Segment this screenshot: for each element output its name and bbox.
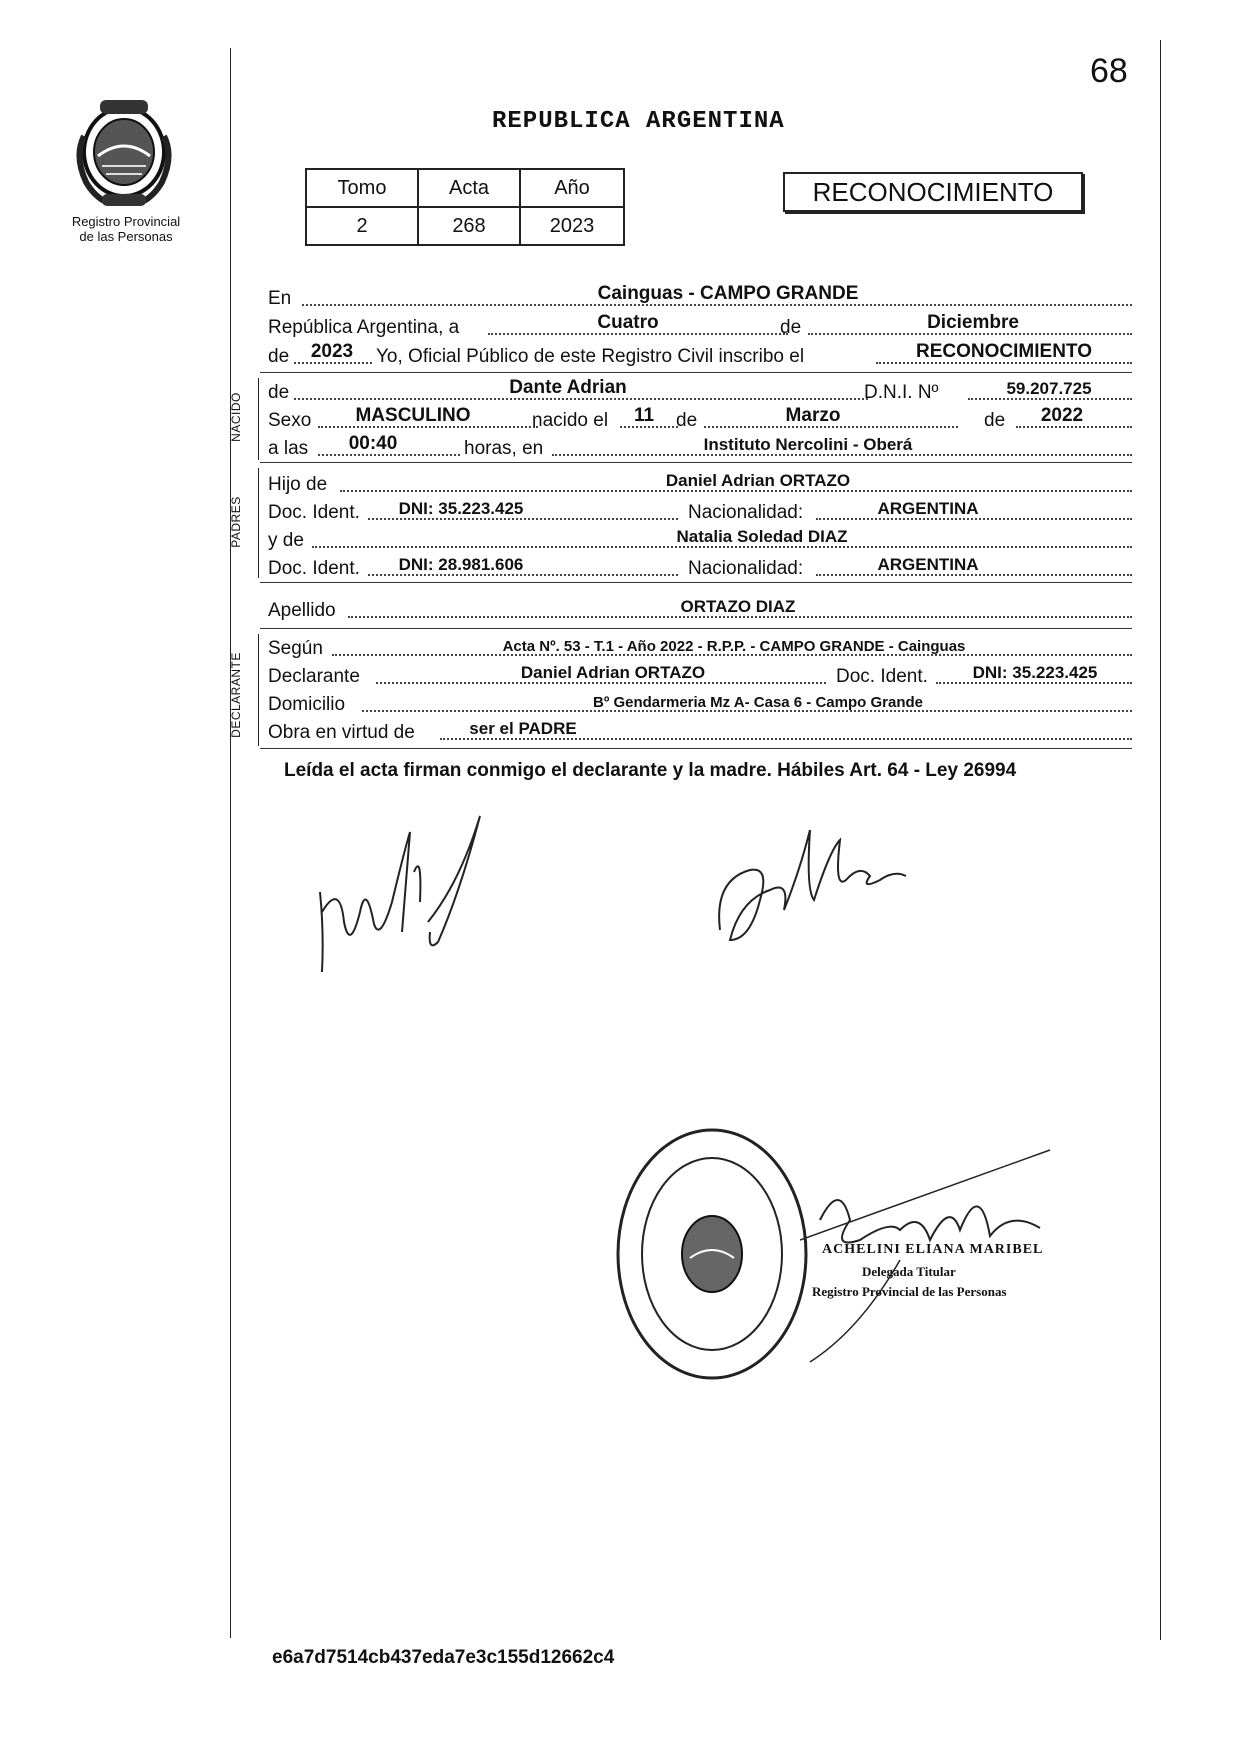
row-obra: [268, 718, 1132, 746]
label-republica: República Argentina, a: [268, 317, 460, 338]
label-segun: Según: [268, 638, 323, 659]
value-nac-mes: Marzo: [785, 405, 841, 426]
value-sexo: MASCULINO: [355, 405, 471, 426]
value-anio: 2023: [310, 341, 354, 362]
section-bracket: [258, 468, 259, 578]
label-obra: Obra en virtud de: [268, 722, 415, 743]
closing-statement: Leída el acta firman conmigo el declarante y la madre. Hábiles Art. 64 - Ley 26994: [284, 760, 1017, 781]
value-nac-dia: 11: [633, 405, 655, 426]
side-label-padres: PADRES: [229, 496, 243, 548]
row-padre-doc: [268, 498, 1132, 526]
official-org: Registro Provincial de las Personas: [812, 1284, 1007, 1299]
row-madre: [268, 526, 1132, 554]
row-apellido: [268, 596, 1132, 624]
label-a-las: a las: [268, 438, 309, 459]
label-nacido-el: nacido el: [532, 410, 609, 431]
row-hora: [268, 434, 1132, 462]
value-dni: 59.207.725: [1006, 379, 1092, 398]
label-hijo-de: Hijo de: [268, 474, 328, 495]
label-doc-ident: Doc. Ident.: [268, 502, 360, 523]
row-sexo: [268, 406, 1132, 434]
label-de: de: [268, 346, 290, 367]
value-padre: Daniel Adrian ORTAZO: [665, 471, 851, 490]
value-padre-doc: DNI: 35.223.425: [398, 499, 524, 518]
label-doc-ident: Doc. Ident.: [836, 666, 928, 687]
country-title: REPUBLICA ARGENTINA: [492, 108, 785, 135]
declarant-signature: [310, 812, 490, 982]
label-nacionalidad: Nacionalidad:: [688, 558, 804, 579]
row-madre-doc: [268, 554, 1132, 582]
value-nac-anio: 2022: [1040, 405, 1084, 426]
reference-table: [305, 168, 625, 246]
label-en: En: [268, 288, 292, 309]
label-sexo: Sexo: [268, 410, 312, 431]
official-name: ACHELINI ELIANA MARIBEL: [822, 1242, 1044, 1257]
section-rule: [260, 582, 1132, 583]
side-label-declarante: DECLARANTE: [229, 652, 243, 738]
official-role: Delegada Titular: [862, 1264, 956, 1279]
value-domicilio: Bº Gendarmeria Mz A- Casa 6 - Campo Grande: [592, 694, 923, 711]
value-declarante: Daniel Adrian ORTAZO: [520, 663, 706, 682]
ref-value-anio: 2023: [520, 207, 624, 245]
row-lugar: [268, 284, 1132, 312]
mother-signature: [710, 820, 910, 950]
section-rule: [260, 372, 1132, 373]
row-nombre: [268, 378, 1132, 406]
row-fecha: [268, 313, 1132, 341]
label-apellido: Apellido: [268, 600, 336, 621]
value-apellido: ORTAZO DIAZ: [680, 597, 796, 616]
label-nacionalidad: Nacionalidad:: [688, 502, 804, 523]
left-margin-line: [230, 48, 231, 1638]
section-bracket: [258, 378, 259, 460]
row-inscripcion: [268, 342, 1132, 370]
ref-value-acta: 268: [418, 207, 520, 245]
section-rule: [260, 628, 1132, 629]
value-dia: Cuatro: [597, 312, 659, 333]
value-madre-doc: DNI: 28.981.606: [398, 555, 524, 574]
label-domicilio: Domicilio: [268, 694, 346, 715]
row-domicilio: [268, 690, 1132, 718]
section-rule: [260, 748, 1132, 749]
value-tipo: RECONOCIMIENTO: [916, 341, 1092, 362]
value-padre-nac: ARGENTINA: [877, 499, 979, 518]
value-nombre: Dante Adrian: [509, 377, 627, 398]
value-madre: Natalia Soledad DIAZ: [676, 527, 848, 546]
label-doc-ident: Doc. Ident.: [268, 558, 360, 579]
logo-caption: Registro Provincial de las Personas: [71, 214, 181, 244]
label-horas-en: horas, en: [464, 438, 544, 459]
side-label-nacido: NACIDO: [229, 392, 243, 442]
page-number: 68: [1090, 52, 1128, 90]
value-lugar-nac: Instituto Nercolini - Oberá: [703, 435, 913, 454]
label-de: de: [984, 410, 1006, 431]
label-y-de: y de: [268, 530, 304, 551]
value-madre-nac: ARGENTINA: [877, 555, 979, 574]
province-emblem-icon: [72, 96, 176, 212]
label-de: de: [780, 317, 802, 338]
official-seal-icon: [612, 1124, 812, 1384]
label-dni: D.N.I. Nº: [864, 382, 939, 403]
label-yo: Yo, Oficial Público de este Registro Civil inscribo el: [376, 346, 805, 367]
section-rule: [260, 462, 1132, 463]
label-de: de: [676, 410, 698, 431]
ref-value-tomo: 2: [306, 207, 418, 245]
row-padre: [268, 470, 1132, 498]
ref-header-anio: Año: [520, 169, 624, 207]
value-declarante-doc: DNI: 35.223.425: [972, 663, 1098, 682]
value-obra: ser el PADRE: [469, 719, 577, 738]
row-declarante: [268, 662, 1132, 690]
act-type-box: RECONOCIMIENTO: [783, 172, 1083, 212]
document-hash: e6a7d7514cb437eda7e3c155d12662c4: [272, 1647, 615, 1668]
ref-header-acta: Acta: [418, 169, 520, 207]
right-margin-line: [1160, 40, 1161, 1640]
section-bracket: [258, 634, 259, 746]
value-hora: 00:40: [348, 433, 398, 454]
label-declarante: Declarante: [268, 666, 360, 687]
value-mes: Diciembre: [927, 312, 1019, 333]
value-segun: Acta Nº. 53 - T.1 - Año 2022 - R.P.P. - CAMPO GRANDE - Cainguas: [502, 638, 966, 655]
label-de: de: [268, 382, 290, 403]
value-lugar: Cainguas - CAMPO GRANDE: [597, 283, 859, 304]
ref-header-tomo: Tomo: [306, 169, 418, 207]
row-segun: [268, 634, 1132, 662]
